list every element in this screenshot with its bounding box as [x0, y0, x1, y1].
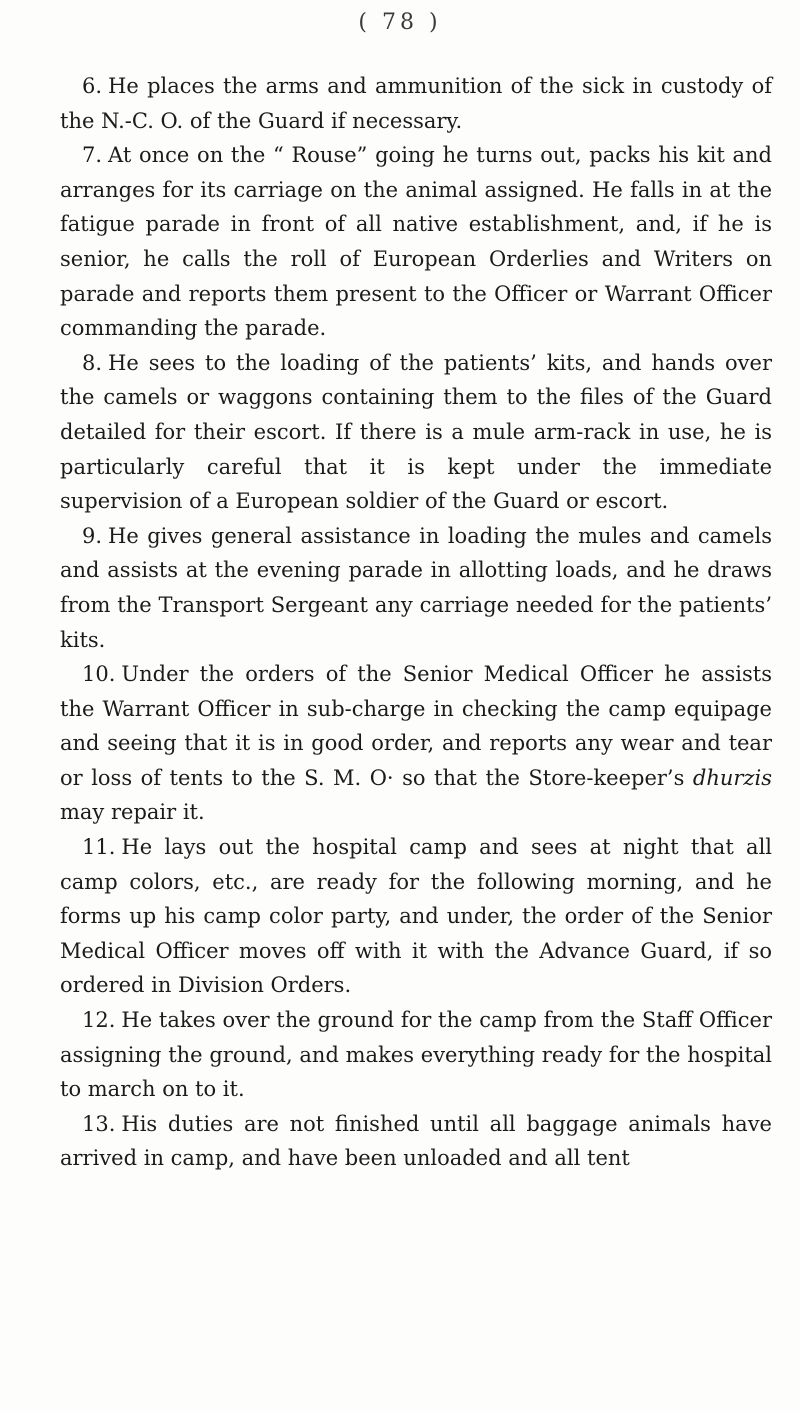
- paragraph-number: 12.: [82, 1008, 116, 1033]
- paragraph-9: [60, 519, 772, 657]
- paragraph-11: [60, 830, 772, 1003]
- paragraph-text: He sees to the loading of the patients’ kits, and hands over the camels or waggons containing them to the files of the Guard detailed for their escort. If there is a mule arm-rack in use, he is particularly careful that it is kept under the immediate supervision of a European soldier of the Guard or escort.: [60, 350, 772, 514]
- paragraph-12: [60, 1003, 772, 1107]
- paragraph-10: [60, 657, 772, 830]
- paragraph-text: He takes over the ground for the camp from the Staff Officer assigning the ground, and makes everything ready for the hospital to march on to it.: [60, 1008, 772, 1102]
- paragraph-text: At once on the “ Rouse” going he turns out, packs his kit and arranges for its carriage on the animal assigned. He falls in at the fatigue parade in front of all native establishment, and, if he is senior, he calls the roll of European Orderlies and Writers on parade and reports them present to the Officer or Warrant Officer commanding the parade.: [60, 143, 772, 341]
- paragraph-number: 11.: [82, 835, 116, 860]
- paragraph-8: [60, 346, 772, 519]
- paragraph-7: [60, 138, 772, 346]
- paragraph-text: He lays out the hospital camp and sees at night that all camp colors, etc., are ready for the following morning, and he forms up his camp color party, and under, the order of the Senior Medical Officer moves off with it with the Advance Guard, if so ordered in Division Orders.: [60, 835, 772, 998]
- text-body: [60, 69, 772, 1176]
- paragraph-number: 7.: [82, 143, 103, 168]
- paragraph-number: 13.: [82, 1111, 116, 1136]
- paragraph-text: He gives general assistance in loading the mules and camels and assists at the evening parade in allotting loads, and he draws from the Transport Sergeant any carriage needed for the patients’ kits.: [60, 523, 772, 652]
- paragraph-number: 8.: [82, 350, 103, 375]
- paragraph-6: [60, 69, 772, 138]
- paragraph-number: 10.: [82, 662, 116, 687]
- paragraph-number: 9.: [82, 523, 103, 548]
- paragraph-13: [60, 1107, 772, 1176]
- paragraph-text: Under the orders of the Senior Medical Officer he assists the Warrant Officer in sub-charge in checking the camp equipage and seeing that it is in good order, and reports any wear and tear or loss of tents to the S. M. O· so that the Store-keeper’s: [60, 662, 772, 790]
- page-number: ( 78 ): [358, 10, 442, 35]
- paragraph-number: 6.: [82, 74, 103, 98]
- paragraph-text: He places the arms and ammunition of the sick in custody of the N.-C. O. of the Guard if necessary.: [60, 74, 772, 133]
- paragraph-text-italic: dhurzis: [692, 765, 772, 790]
- paragraph-text-end: may repair it.: [60, 800, 205, 825]
- paragraph-text: His duties are not finished until all baggage animals have arrived in camp, and have been unloaded and all tent: [60, 1111, 772, 1171]
